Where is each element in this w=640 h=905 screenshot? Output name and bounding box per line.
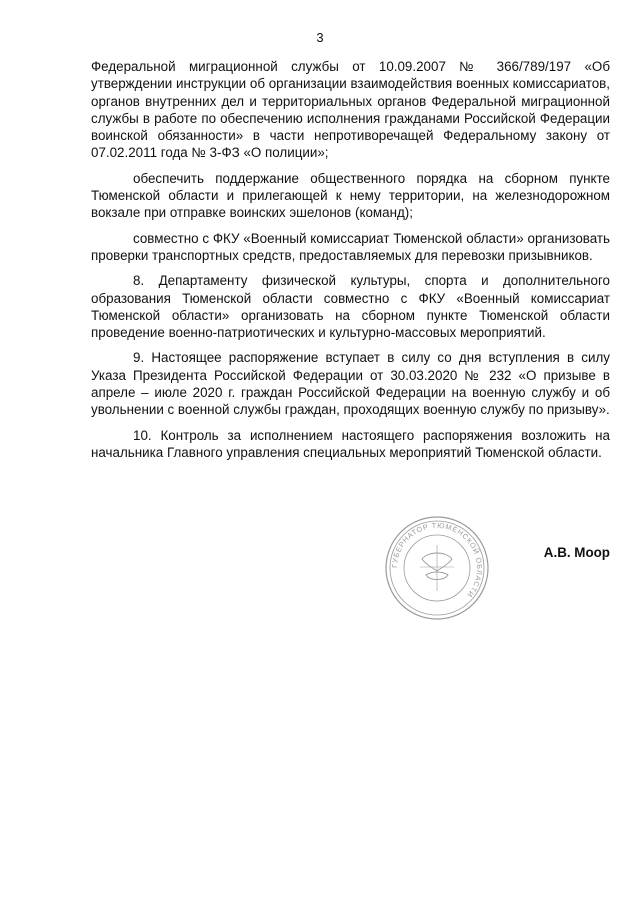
paragraph-item-9: 9. Настоящее распоряжение вступает в силу со дня вступления в силу Указа Президента Российской Федерации от 30.03.2020 № 232 «О призыве в апреле – июле 2020 г. граждан Российской Федерации на военную службу и об увольнении с военной службы граждан, проходящих военную службу по призыву». [91,350,610,418]
paragraph-item-10: 10. Контроль за исполнением настоящего распоряжения возложить на начальника Главного управления специальных мероприятий Тюменской области. [91,427,610,460]
official-seal [384,515,490,621]
paragraph-item-8: 8. Департаменту физической культуры, спорта и дополнительного образования Тюменской области совместно с ФКУ «Военный комиссариат Тюменской области» организовать на сборном пункте Тюменской области проведение военно-патриотических и культурно-массовых мероприятий. [91,273,610,341]
signer-name: А.В. Моор [543,545,610,560]
page-number: 3 [316,30,324,45]
document-body [91,58,610,469]
paragraph-public-order: обеспечить поддержание общественного порядка на сборном пункте Тюменской области и прилегающей к нему территории, на железнодорожном вокзале при отправке воинских эшелонов (команд); [91,170,610,221]
paragraph-continuation: Федеральной миграционной службы от 10.09.2007 № 366/789/197 «Об утверждении инструкции об организации взаимодействия военных комиссариатов, органов внутренних дел и территориальных органов Федеральной миграционной службы в работе по обеспечению исполнения гражданами Российской Федерации воинской обязанности» в части непротиворечащей Федеральному закону от 07.02.2011 года № 3-ФЗ «О полиции»; [91,59,610,161]
seal-text-path: ГУБЕРНАТОР ТЮМЕНСКОЙ ОБЛАСТИ [389,520,485,600]
paragraph-transport-check: совместно с ФКУ «Военный комиссариат Тюменской области» организовать проверки транспортных средств, предоставляемых для перевозки призывников. [91,230,610,263]
